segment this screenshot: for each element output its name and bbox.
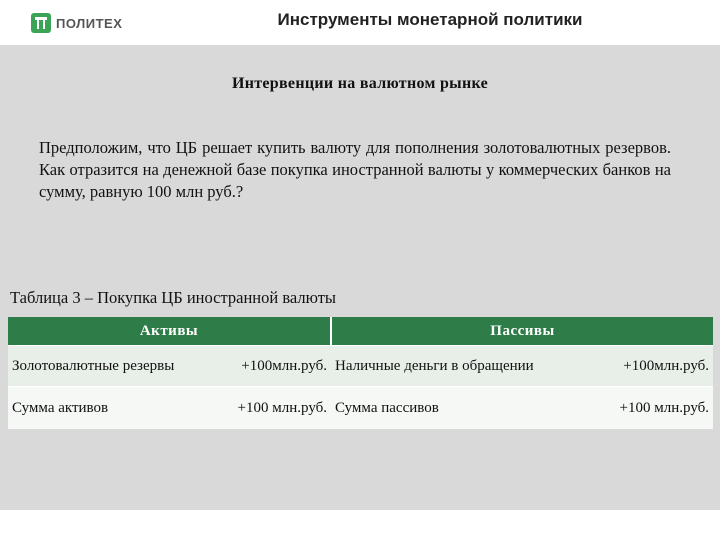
asset-cell — [8, 346, 331, 387]
liability-cell — [331, 387, 713, 430]
slide-content — [0, 45, 720, 510]
asset-cell — [8, 387, 331, 430]
asset-name: Сумма активов — [12, 399, 109, 416]
liability-value: +100млн.руб. — [623, 357, 709, 374]
logo-text: ПОЛИТЕХ — [56, 15, 123, 31]
asset-name: Золотовалютные резервы — [12, 357, 175, 374]
table-row — [8, 387, 713, 430]
logo — [31, 11, 122, 35]
liability-cell — [331, 346, 713, 387]
header-liabilities: Пассивы — [331, 317, 713, 346]
balance-table — [8, 317, 713, 429]
slide-title: Инструменты монетарной политики — [277, 10, 583, 29]
question-paragraph: Предположим, что ЦБ решает купить валюту для пополнения золотовалютных резервов. Как отразится на денежной базе покупка иностранной валюты у коммерческих банков на сумму, равную 100 млн руб.? — [39, 138, 671, 201]
liability-value: +100 млн.руб. — [619, 399, 709, 416]
table-row — [8, 346, 713, 387]
slide-subtitle: Интервенции на валютном рынке — [231, 75, 489, 92]
header-assets: Активы — [8, 317, 331, 346]
asset-value: +100млн.руб. — [241, 357, 327, 374]
liability-name: Наличные деньги в обращении — [335, 357, 534, 374]
table-header-row — [8, 317, 713, 346]
slide-header — [0, 0, 720, 44]
table-caption: Таблица 3 – Покупка ЦБ иностранной валюты — [10, 288, 337, 307]
politeh-logo-icon — [31, 13, 51, 33]
liability-name: Сумма пассивов — [335, 399, 439, 416]
asset-value: +100 млн.руб. — [237, 399, 327, 416]
